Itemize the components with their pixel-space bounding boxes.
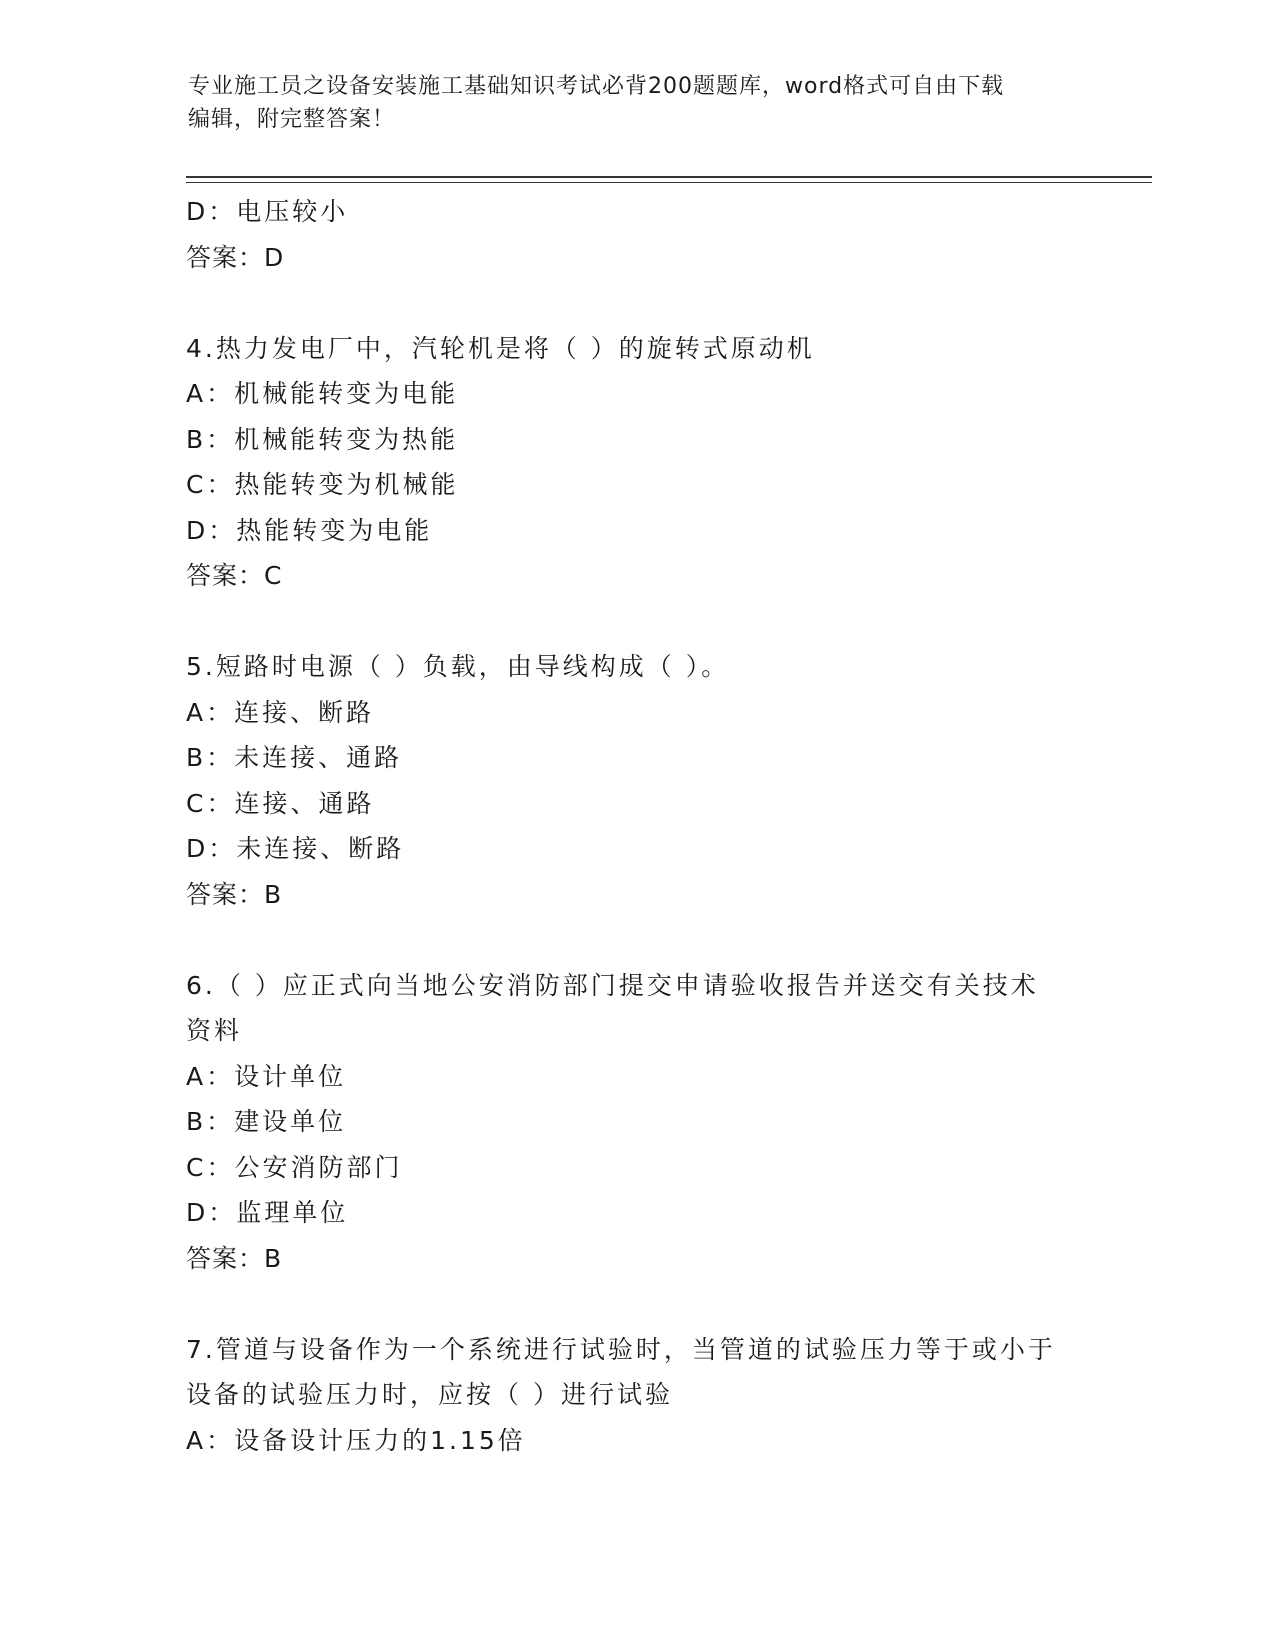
question-text: 6.（ ）应正式向当地公安消防部门提交申请验收报告并送交有关技术资料 xyxy=(186,970,1039,1045)
option-d: D：监理单位 xyxy=(186,1198,349,1227)
answer-line: 答案：D xyxy=(186,242,285,272)
question-text: 5.短路时电源（ ）负载，由导线构成（ ）。 xyxy=(186,652,730,681)
option-d: D：电压较小 xyxy=(186,197,349,226)
option-c: C：公安消防部门 xyxy=(186,1152,403,1182)
answer-line: 答案：B xyxy=(186,1243,283,1273)
option-a: A：机械能转变为电能 xyxy=(186,379,459,408)
option-d: D：未连接、断路 xyxy=(186,834,405,863)
question-block-5 xyxy=(186,644,1086,917)
question-block-4 xyxy=(186,326,1086,599)
header-title-line-1: 专业施工员之设备安装施工基础知识考试必背200题题库，word格式可自由下载 xyxy=(188,74,1005,99)
option-c: C：热能转变为机械能 xyxy=(186,470,459,499)
answer-line: 答案：B xyxy=(186,879,283,909)
option-d: D：热能转变为电能 xyxy=(186,515,433,545)
question-text: 4.热力发电厂中，汽轮机是将（ ）的旋转式原动机 xyxy=(186,333,815,363)
spacer xyxy=(186,1281,1086,1327)
question-block-7 xyxy=(186,1327,1086,1464)
question-text: 7.管道与设备作为一个系统进行试验时，当管道的试验压力等于或小于设备的试验压力时，应按（ ）进行试验 xyxy=(186,1334,1056,1409)
option-a: A：连接、断路 xyxy=(186,697,375,727)
spacer xyxy=(186,280,1086,326)
spacer xyxy=(186,599,1086,645)
document-header xyxy=(188,70,1088,136)
option-b: B：机械能转变为热能 xyxy=(186,424,459,454)
header-divider-thick xyxy=(186,176,1152,178)
header-title-line-2: 编辑，附完整答案！ xyxy=(188,107,396,132)
option-a: A：设计单位 xyxy=(186,1061,347,1091)
option-c: C：连接、通路 xyxy=(186,788,375,818)
option-a: A：设备设计压力的1.15倍 xyxy=(186,1425,526,1455)
option-b: B：未连接、通路 xyxy=(186,743,403,772)
question-block-6 xyxy=(186,963,1086,1282)
answer-line: 答案：C xyxy=(186,561,283,590)
spacer xyxy=(186,917,1086,963)
question-list xyxy=(186,189,1086,1463)
header-divider-thin xyxy=(186,182,1152,183)
option-b: B：建设单位 xyxy=(186,1107,347,1136)
question-block-3 xyxy=(186,189,1086,280)
